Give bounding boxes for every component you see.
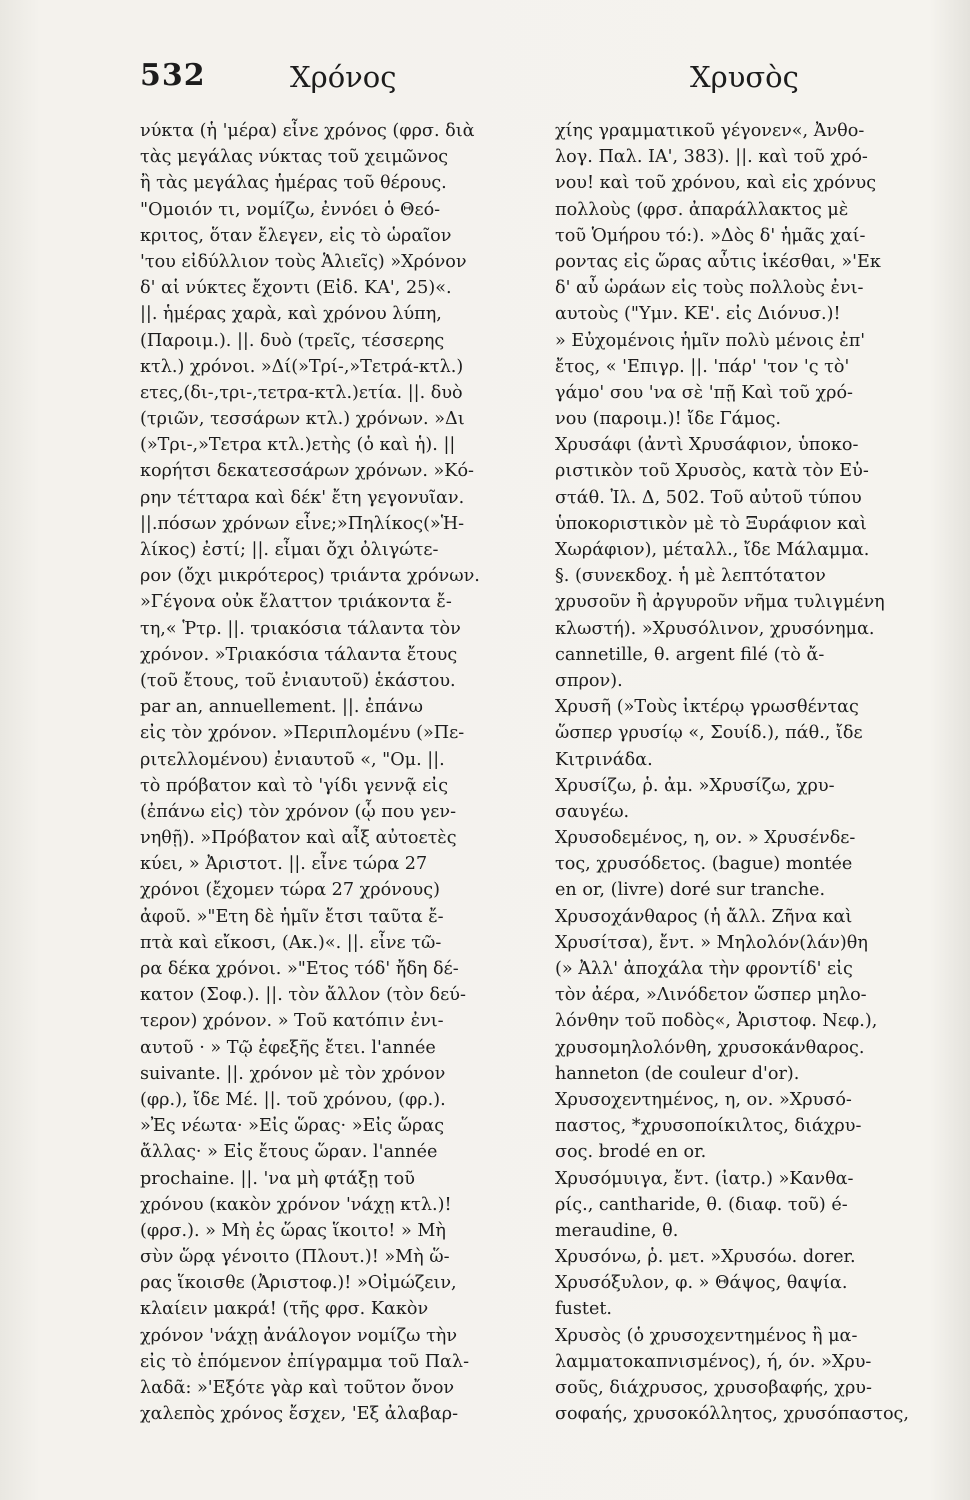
text-line: πτὰ καὶ εἴκοσι, (Ακ.)«. ||. εἶνε τῶ-	[140, 932, 442, 953]
text-line: Χρυσόξυλον, φ. » Θάψος, θαψία.	[555, 1273, 848, 1294]
text-line: σπρον).	[555, 670, 623, 691]
text-line: ρην τέτταρα καὶ δέκ' ἔτη γεγονυῖαν.	[140, 487, 465, 508]
text-line: 'του εἰδύλλιον τοὺς Ἁλιεῖς) »Χρόνον	[140, 251, 467, 272]
page-header	[0, 58, 970, 106]
text-line: suivante. ||. χρόνον μὲ τὸν χρόνον	[140, 1063, 446, 1084]
text-line: Χρυσόνω, ῥ. μετ. »Χρυσόω. dorer.	[555, 1247, 856, 1268]
text-line: λίκος) ἐστί; ||. εἶμαι ὄχι ὀλιγώτε-	[140, 540, 439, 560]
text-line: Χρυσῆ (»Τοὺς ἰκτέρῳ γρωσθέντας	[555, 697, 859, 718]
text-line: Κιτρινάδα.	[555, 749, 653, 770]
text-line: σοφαής, χρυσοκόλλητος, χρυσόπαστος,	[555, 1404, 910, 1425]
text-line: ||.πόσων χρόνων εἶνε;»Πηλίκος(»Ἡ-	[140, 513, 465, 534]
text-line: (φρσ.). » Μὴ ἐς ὥρας ἵκοιτο! » Μὴ	[140, 1220, 446, 1241]
text-line: νηθῇ). »Πρόβατον καὶ αἶξ αὐτοετὲς	[140, 828, 457, 849]
text-line: λόνθην τοῦ ποδὸς«, Ἀριστοφ. Νεφ.),	[555, 1011, 878, 1032]
text-line: "Ομοιόν τι, νομίζω, ἐννόει ὁ Θεό-	[140, 199, 441, 220]
text-line: χρόνον 'νάχῃ ἀνάλογον νομίζω τὴν	[140, 1325, 458, 1346]
text-line: ρα δέκα χρόνοι. »"Ετος τόδ' ἤδη δέ-	[140, 959, 459, 979]
text-line: σαυγέω.	[555, 801, 630, 822]
text-line: χρυσομηλολόνθη, χρυσοκάνθαρος.	[555, 1037, 865, 1058]
text-line: αυτοὺς ("Υμν. ΚΕ'. εἰς Διόνυσ.)!	[555, 304, 841, 325]
text-line: (Παροιμ.). ||. δυὸ (τρεῖς, τέσσερης	[140, 330, 445, 351]
text-line: κορήτσι δεκατεσσάρων χρόνων. »Κό-	[140, 461, 474, 482]
text-line: ||. ἡμέρας χαρὰ, καὶ χρόνου λύπη,	[140, 304, 442, 325]
text-line: χίης γραμματικοῦ γέγονεν«, Ἀνθο-	[555, 121, 865, 141]
text-line: δ' αὖ ὡράων εἰς τοὺς πολλοὺς ἐνι-	[555, 278, 864, 299]
text-line: νύκτα (ἡ 'μέρα) εἶνε χρόνος (φρσ. διὰ	[140, 121, 475, 141]
text-line: ετες,(δι-,τρι-,τετρα-κτλ.)ετία. ||. δυὸ	[140, 382, 463, 403]
text-line: » Εὐχομένοις ἡμῖν πολὺ μένοις ἐπ'	[555, 330, 866, 351]
text-line: par an, annuellement. ||. ἐπάνω	[140, 697, 423, 718]
text-line: χρόνου (κακὸν χρόνον 'νάχῃ κτλ.)!	[140, 1194, 452, 1215]
text-line: (» Ἀλλ' ἀποχάλα τὴν φροντίδ' εἰς	[555, 959, 853, 979]
text-line: νου (παροιμ.)! ἴδε Γάμος.	[555, 409, 782, 430]
text-line: εἰς τὸν χρόνον. »Περιπλομένυ (»Πε-	[140, 723, 465, 744]
text-line: αυτοῦ · » Τῷ ἐφεξῆς ἔτει. l'année	[140, 1037, 436, 1058]
text-line: Χρυσὸς (ὁ χρυσοχεντημένος ἢ μα-	[555, 1325, 858, 1346]
text-line: πολλοὺς (φρσ. ἀπαράλλακτος μὲ	[555, 199, 849, 220]
text-line: fustet.	[555, 1299, 613, 1320]
text-line: ρον (ὄχι μικρότερος) τριάντα χρόνων.	[140, 566, 480, 587]
text-line: ἢ τὰς μεγάλας ἡμέρας τοῦ θέρους.	[140, 173, 447, 194]
text-line: Χρυσοχάνθαρος (ἡ ἄλλ. Ζῆνα καὶ	[555, 906, 853, 927]
text-line: Χωράφιον), μέταλλ., ἴδε Μάλαμμα.	[555, 540, 870, 560]
text-line: ροντας εἰς ὥρας αὖτις ἱκέσθαι, »'Εκ	[555, 251, 881, 272]
text-line: λαδᾶ: »'Εξότε γὰρ καὶ τοῦτον ὄνον	[140, 1378, 455, 1398]
text-line: (»Τρι-,»Τετρα κτλ.)ετὴς (ὁ καὶ ἡ). ||	[140, 435, 456, 456]
text-line: ριτελλομένου) ἐνιαυτοῦ «, "Ομ. ||.	[140, 749, 445, 770]
text-line: σὺν ὥρᾳ γένοιτο (Πλουτ.)! »Μὴ ὥ-	[140, 1247, 450, 1268]
text-line: σος. brodé en or.	[555, 1142, 707, 1163]
text-line: τη,« Ῥτρ. ||. τριακόσια τάλαντα τὸν	[140, 618, 461, 639]
text-line: (φρ.), ἴδε Μέ. ||. τοῦ χρόνου, (φρ.).	[140, 1089, 446, 1110]
text-line: κριτος, ὅταν ἔλεγεν, εἰς τὸ ὡραῖον	[140, 225, 452, 246]
text-line: Χρυσίζω, ῥ. ἀμ. »Χρυσίζω, χρυ-	[555, 775, 835, 796]
text-line: δ' αἱ νύκτες ἔχοντι (Εἰδ. ΚΑ', 25)«.	[140, 278, 452, 299]
text-line: (ἐπάνω εἰς) τὸν χρόνον (ᾧ που γεν-	[140, 801, 457, 822]
text-line: »Ἐς νέωτα· »Εἰς ὥρας· »Εἰς ὥρας	[140, 1116, 445, 1137]
text-line: παστος, *χρυσοποίκιλτος, διάχρυ-	[555, 1116, 862, 1137]
text-line: ὑποκοριστικὸν μὲ τὸ Ξυράφιον καὶ	[555, 513, 867, 534]
text-line: τὸ πρόβατον καὶ τὸ 'γίδι γεννᾷ εἰς	[140, 775, 449, 796]
text-line: τὸν ἀέρα, »Λινόδετον ὥσπερ μηλο-	[555, 985, 867, 1006]
text-line: ρας ἵκοισθε (Ἀριστοφ.)! »Οἰμώζειν,	[140, 1273, 457, 1294]
text-line: λαμματοκαπνισμένος), ή, όν. »Χρυ-	[555, 1351, 872, 1372]
text-line: §. (συνεκδοχ. ἡ μὲ λεπτότατον	[555, 566, 826, 587]
text-line: κτλ.) χρόνοι. »Δί(»Τρί-,»Τετρά-κτλ.)	[140, 356, 464, 377]
text-line: στάθ. Ἰλ. Δ, 502. Τοῦ αὐτοῦ τύπου	[555, 487, 862, 508]
text-line: τος, χρυσόδετος. (bague) montée	[555, 854, 853, 875]
text-line: χρόνον. »Τριακόσια τάλαντα ἔτους	[140, 644, 458, 665]
text-line: ἔτος, « 'Επιγρ. ||. 'πάρ' 'τον 'ς τὸ'	[555, 356, 850, 377]
text-line: cannetille, θ. argent filé (τὸ ἄ-	[555, 644, 825, 665]
text-line: χρόνοι (ἔχομεν τώρα 27 χρόνους)	[140, 880, 440, 901]
text-line: εἰς τὸ ἑπόμενον ἐπίγραμμα τοῦ Παλ-	[140, 1351, 470, 1372]
text-line: Χρυσόμυιγα, ἔντ. (ἰατρ.) »Κανθα-	[555, 1168, 854, 1189]
text-line: ἄλλας· » Εἰς ἔτους ὥραν. l'année	[140, 1142, 438, 1163]
text-line: ριστικὸν τοῦ Χρυσὸς, κατὰ τὸν Εὐ-	[555, 461, 869, 482]
page-number: 532	[140, 58, 206, 93]
text-line: νου! καὶ τοῦ χρόνου, καὶ εἰς χρόνυς	[555, 173, 877, 194]
left-running-head: Χρόνος	[290, 60, 397, 94]
left-column	[140, 118, 525, 1427]
text-line: λογ. Παλ. ΙΑ', 383). ||. καὶ τοῦ χρό-	[555, 147, 868, 168]
text-line: χρυσοῦν ἢ ἀργυροῦν νῆμα τυλιγμένη	[555, 592, 885, 613]
text-line: τὰς μεγάλας νύκτας τοῦ χειμῶνος	[140, 147, 449, 168]
text-line: τοῦ Ὁμήρου τό:). »Δὸς δ' ἡμᾶς χαί-	[555, 225, 866, 246]
right-running-head: Χρυσὸς	[690, 60, 799, 94]
text-line: meraudine, θ.	[555, 1220, 679, 1241]
text-line: κύει, » Ἀριστοτ. ||. εἶνε τώρα 27	[140, 854, 428, 875]
text-line: Χρυσίτσα), ἔντ. » Μηλολόν(λάν)θη	[555, 932, 868, 953]
text-line: prochaine. ||. 'να μὴ φτάξῃ τοῦ	[140, 1168, 415, 1189]
text-line: (τοῦ ἔτους, τοῦ ἐνιαυτοῦ) ἑκάστου.	[140, 670, 456, 691]
text-line: κατον (Σοφ.). ||. τὸν ἄλλον (τὸν δεύ-	[140, 985, 466, 1006]
text-line: ὥσπερ γρυσίῳ «, Σουίδ.), πάθ., ἴδε	[555, 723, 863, 744]
text-line: (τριῶν, τεσσάρων κτλ.) χρόνων. »Δι	[140, 409, 465, 430]
text-line: Χρυσάφι (ἀντὶ Χρυσάφιον, ὑποκο-	[555, 435, 859, 456]
text-line: σοῦς, διάχρυσος, χρυσοβαφής, χρυ-	[555, 1378, 872, 1398]
text-line: en or, (livre) doré sur tranche.	[555, 880, 826, 901]
text-line: ρίς., cantharide, θ. (διαφ. τοῦ) é-	[555, 1194, 848, 1215]
text-line: κλωστή). »Χρυσόλινον, χρυσόνημα.	[555, 618, 875, 639]
text-line: Χρυσοχεντημένος, η, ον. »Χρυσό-	[555, 1089, 852, 1110]
text-line: τερον) χρόνον. » Τοῦ κατόπιν ἐνι-	[140, 1011, 444, 1032]
text-line: »Γέγονα οὐκ ἔλαττον τριάκοντα ἔ-	[140, 592, 452, 613]
text-line: γάμο' σου 'να σὲ 'πῇ Καὶ τοῦ χρό-	[555, 382, 853, 403]
right-column	[555, 118, 963, 1427]
text-line: Χρυσοδεμένος, η, ον. » Χρυσένδε-	[555, 828, 856, 849]
text-line: χαλεπὸς χρόνος ἔσχεν, 'Εξ ἀλαβαρ-	[140, 1404, 459, 1425]
text-line: ἀφοῦ. »"Ετη δὲ ἡμῖν ἔτσι ταῦτα ἔ-	[140, 906, 444, 927]
text-line: hanneton (de couleur d'or).	[555, 1063, 800, 1084]
text-line: κλαίειν μακρά! (τῆς φρσ. Κακὸν	[140, 1299, 429, 1320]
